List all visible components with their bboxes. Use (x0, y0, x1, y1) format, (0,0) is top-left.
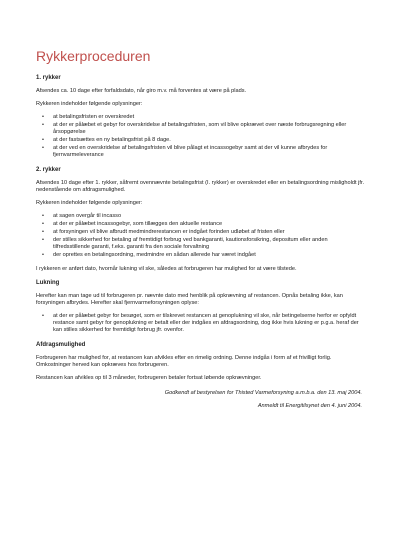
list-item: • at forsyningen vil blive afbrudt medmindrerestancen er indgået forinden udløbet af fristen eller (53, 229, 366, 236)
list-item: • at der er pålæbet gebyr for besøget, som er tilskrevet restancen at genoplukning vil ske, når betingelserne herfor er opfyldt restance samt gebyr for genoplukning er betalt eller der indgåes en afdragsordning, dog ikke hvis lukning er p.g.a. heraf der kan stilles sikkerhed for fremtidigt forbrug jfr. ovenfor. (53, 313, 366, 334)
list-item: • at der er pålæbet et gebyr for overskridelse af betalingsfristen, som vil blive opkrævet over næste forbrugsregning eller årsopgørelse (53, 122, 366, 136)
section-1-list (36, 114, 366, 159)
section-2-lead: Rykkeren indeholder følgende oplysninger: (36, 200, 143, 206)
section-2-list (36, 213, 366, 259)
section-heading-2: 2. rykker (36, 167, 61, 173)
lukning-list (36, 313, 366, 334)
section-1-lead: Rykkeren indeholder følgende oplysninger: (36, 101, 143, 107)
document-page (36, 48, 366, 416)
afdrag-paragraph-1: Forbrugeren har mulighed for, at restancen kan afvikles efter en rimelig ordning. Denne indgås i form af et frivilligt forlig. Omkostninger herved kan opkræves hos forbrugeren. (36, 355, 332, 368)
page-title: Rykkerproceduren (36, 48, 151, 64)
list-item: • at der fastsættes en ny betalingsfrist på 8 dage. (53, 137, 366, 144)
list-item: • der oprettes en betalingsordning, medmindre en sådan allerede har været indgået (53, 252, 366, 259)
list-item: • at sagen overgår til incasso (53, 213, 366, 220)
list-item: • at der er pålæbet incassogebyr, som tillægges den aktuelle restance (53, 221, 366, 228)
list-item: • der stilles sikkerhed for betaling af fremtidigt forbrug ved bankgaranti, kautionsforsikring, depositum eller anden tilfredsstillende garanti, f.eks. garanti fra den sociale forvaltning (53, 237, 366, 251)
section-heading-1: 1. rykker (36, 75, 61, 81)
section-1-intro: Afsendes ca. 10 dage efter forfaldsdato, når giro m.v. må forventes at være på plads. (36, 88, 247, 94)
afdrag-heading: Afdragsmulighed (36, 342, 86, 348)
lukning-text: Herefter kan man tage ud til forbrugeren pr. nævnte dato med henblik på opkrævning af restancen. Opnås betaling ikke, kan forsyningen afbrydes. Herefter skal fjernvarmeforsyningen oplyse: (36, 293, 343, 306)
approval-note: Godkendt af bestyrelsen for Thisted Varmeforsyning a.m.b.a. den 13. maj 2004. (164, 390, 362, 396)
registration-note: Anmeldt til Energitilsynet den 4. juni 2004. (257, 403, 362, 409)
lukning-heading: Lukning (36, 280, 60, 286)
section-2-outro: I rykkeren er anført dato, hvornår lukning vil ske, således at forbrugeren har mulighed for at være tilstede. (36, 266, 297, 272)
afdrag-paragraph-2: Restancen kan afvikles op til 3 måneder, forbrugeren betaler fortsat løbende opkrævninger. (36, 375, 262, 381)
section-2-intro: Afsendes 10 dage efter 1. rykker, såfremt ovennævnte betalingsfrist (I. rykker) er overskredet eller en betalingsordning misligholdt jfr. nedenstående om afdragsmulighed. (36, 180, 365, 193)
list-item: • at der ved en overskridelse af betalingsfristen vil blive pålagt et incassogebyr samt at der vil kunne afbrydes for fjernvarmeleverance (53, 145, 366, 159)
list-item: • at betalingsfristen er overskredet (53, 114, 366, 121)
